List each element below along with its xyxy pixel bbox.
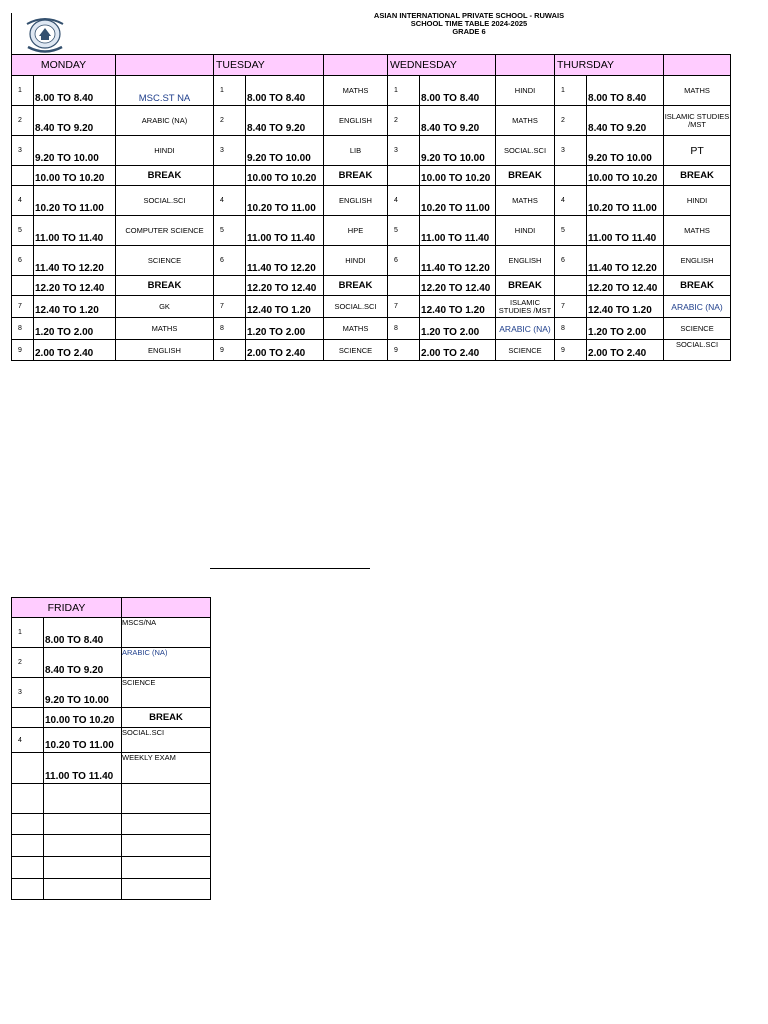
subject-cell: GK	[116, 296, 214, 318]
period-number: 3	[12, 678, 44, 708]
period-time: 12.20 TO 12.40	[420, 276, 496, 296]
period-time: 11.40 TO 12.20	[246, 246, 324, 276]
period-time: 1.20 TO 2.00	[246, 318, 324, 340]
break-cell: BREAK	[496, 276, 555, 296]
period-number: 4	[214, 186, 246, 216]
friday-timetable	[11, 597, 211, 900]
period-number	[388, 166, 420, 186]
period-time: 8.40 TO 9.20	[44, 648, 122, 678]
break-cell: BREAK	[324, 166, 388, 186]
period-time: 10.00 TO 10.20	[34, 166, 116, 186]
subject-cell: ARABIC (NA)	[122, 648, 211, 678]
period-time: 10.00 TO 10.20	[587, 166, 664, 186]
table-row	[12, 678, 211, 708]
period-time: 2.00 TO 2.40	[420, 340, 496, 361]
table-row	[12, 648, 211, 678]
subject-cell: SOCIAL.SCI	[324, 296, 388, 318]
day-header-monday: MONDAY	[12, 55, 116, 76]
subject-cell: SOCIAL.SCI	[664, 340, 731, 361]
period-number: 2	[214, 106, 246, 136]
period-time: 12.20 TO 12.40	[34, 276, 116, 296]
period-number	[12, 166, 34, 186]
period-time: 9.20 TO 10.00	[44, 678, 122, 708]
period-time	[44, 857, 122, 879]
subject-cell: SOCIAL.SCI	[122, 728, 211, 753]
table-row	[12, 728, 211, 753]
period-time: 10.20 TO 11.00	[44, 728, 122, 753]
subject-cell: MATHS	[496, 186, 555, 216]
period-number: 1	[388, 76, 420, 106]
period-time: 9.20 TO 10.00	[420, 136, 496, 166]
school-header	[360, 12, 578, 36]
period-time: 12.40 TO 1.20	[420, 296, 496, 318]
period-number: 7	[555, 296, 587, 318]
period-number: 5	[214, 216, 246, 246]
period-number	[12, 879, 44, 900]
period-time: 12.40 TO 1.20	[34, 296, 116, 318]
period-time: 2.00 TO 2.40	[34, 340, 116, 361]
day-header-blank	[496, 55, 555, 76]
period-number	[555, 276, 587, 296]
table-row	[12, 753, 211, 784]
period-number	[12, 276, 34, 296]
day-header-friday: FRIDAY	[12, 598, 122, 618]
period-time: 10.20 TO 11.00	[587, 186, 664, 216]
period-number: 3	[214, 136, 246, 166]
period-time: 11.40 TO 12.20	[34, 246, 116, 276]
subject-cell: HINDI	[116, 136, 214, 166]
table-row	[12, 618, 211, 648]
period-number: 1	[214, 76, 246, 106]
period-time: 12.40 TO 1.20	[246, 296, 324, 318]
period-time: 9.20 TO 10.00	[34, 136, 116, 166]
subject-cell: ISLAMIC STUDIES /MST	[496, 296, 555, 318]
period-number	[12, 784, 44, 814]
subject-cell: HINDI	[496, 76, 555, 106]
period-time: 9.20 TO 10.00	[246, 136, 324, 166]
period-time: 8.00 TO 8.40	[34, 76, 116, 106]
period-time: 10.20 TO 11.00	[34, 186, 116, 216]
period-time: 11.00 TO 11.40	[44, 753, 122, 784]
table-row	[12, 276, 731, 296]
period-time: 8.00 TO 8.40	[420, 76, 496, 106]
day-header-blank	[122, 598, 211, 618]
subject-cell: MATHS	[324, 318, 388, 340]
period-time: 12.20 TO 12.40	[587, 276, 664, 296]
table-row	[12, 708, 211, 728]
period-number	[214, 276, 246, 296]
weekly-timetable	[11, 54, 731, 361]
period-time: 8.40 TO 9.20	[34, 106, 116, 136]
subject-cell: HINDI	[324, 246, 388, 276]
subject-cell: SCIENCE	[664, 318, 731, 340]
subject-cell: COMPUTER SCIENCE	[116, 216, 214, 246]
period-number	[12, 857, 44, 879]
day-header-blank	[324, 55, 388, 76]
break-cell: BREAK	[116, 166, 214, 186]
table-row	[12, 106, 731, 136]
break-cell: BREAK	[116, 276, 214, 296]
subject-cell	[122, 879, 211, 900]
period-time: 1.20 TO 2.00	[420, 318, 496, 340]
period-number: 8	[214, 318, 246, 340]
period-number: 7	[388, 296, 420, 318]
table-row	[12, 76, 731, 106]
subject-cell: ENGLISH	[324, 186, 388, 216]
period-time: 1.20 TO 2.00	[587, 318, 664, 340]
period-number: 3	[388, 136, 420, 166]
subject-cell: SCIENCE	[116, 246, 214, 276]
period-number	[388, 276, 420, 296]
subject-cell: MSCS/NA	[122, 618, 211, 648]
break-cell: BREAK	[664, 166, 731, 186]
subject-cell: WEEKLY EXAM	[122, 753, 211, 784]
table-row	[12, 879, 211, 900]
period-number: 6	[555, 246, 587, 276]
period-number	[214, 166, 246, 186]
day-header-thursday: THURSDAY	[555, 55, 664, 76]
day-header-blank	[664, 55, 731, 76]
period-time: 1.20 TO 2.00	[34, 318, 116, 340]
table-row	[12, 318, 731, 340]
period-time	[44, 784, 122, 814]
period-number: 1	[12, 618, 44, 648]
period-number: 1	[555, 76, 587, 106]
subject-cell: SCIENCE	[496, 340, 555, 361]
table-row	[12, 835, 211, 857]
period-time: 11.00 TO 11.40	[246, 216, 324, 246]
period-number: 5	[12, 216, 34, 246]
period-time: 8.40 TO 9.20	[420, 106, 496, 136]
period-number: 9	[214, 340, 246, 361]
period-number	[12, 814, 44, 835]
period-time: 8.00 TO 8.40	[44, 618, 122, 648]
period-number: 9	[555, 340, 587, 361]
period-number: 5	[388, 216, 420, 246]
subject-cell: MSC.ST NA	[116, 76, 214, 106]
period-number: 2	[12, 648, 44, 678]
subject-cell: ENGLISH	[664, 246, 731, 276]
subject-cell: SCIENCE	[324, 340, 388, 361]
table-row	[12, 166, 731, 186]
table-row	[12, 136, 731, 166]
period-number: 2	[555, 106, 587, 136]
period-number	[12, 753, 44, 784]
period-time: 10.00 TO 10.20	[420, 166, 496, 186]
period-number: 3	[12, 136, 34, 166]
subject-cell	[122, 814, 211, 835]
period-time: 9.20 TO 10.00	[587, 136, 664, 166]
period-number: 5	[555, 216, 587, 246]
table-row	[12, 857, 211, 879]
period-number: 8	[12, 318, 34, 340]
subject-cell: ISLAMIC STUDIES /MST	[664, 106, 731, 136]
table-row	[12, 246, 731, 276]
period-number: 2	[12, 106, 34, 136]
table-row	[12, 340, 731, 361]
subject-cell: ARABIC (NA)	[116, 106, 214, 136]
subject-cell: MATHS	[324, 76, 388, 106]
subject-cell: SOCIAL.SCI	[116, 186, 214, 216]
subject-cell: HPE	[324, 216, 388, 246]
period-time: 8.00 TO 8.40	[246, 76, 324, 106]
period-number: 7	[214, 296, 246, 318]
period-time: 12.20 TO 12.40	[246, 276, 324, 296]
school-crest-logo	[23, 16, 67, 54]
table-row	[12, 296, 731, 318]
break-cell: BREAK	[664, 276, 731, 296]
table-row	[12, 186, 731, 216]
period-time	[44, 879, 122, 900]
subject-cell	[122, 835, 211, 857]
period-number: 9	[388, 340, 420, 361]
timetable-title: SCHOOL TIME TABLE 2024-2025	[410, 19, 528, 28]
period-number: 6	[12, 246, 34, 276]
period-number: 4	[12, 186, 34, 216]
break-cell: BREAK	[324, 276, 388, 296]
day-header-wednesday: WEDNESDAY	[388, 55, 496, 76]
subject-cell: MATHS	[664, 216, 731, 246]
grade-label: GRADE 6	[452, 27, 486, 36]
period-time: 11.40 TO 12.20	[587, 246, 664, 276]
period-time: 8.00 TO 8.40	[587, 76, 664, 106]
period-number: 9	[12, 340, 34, 361]
subject-cell: ENGLISH	[496, 246, 555, 276]
subject-cell: HINDI	[664, 186, 731, 216]
period-time: 10.00 TO 10.20	[246, 166, 324, 186]
period-time: 10.20 TO 11.00	[246, 186, 324, 216]
period-number: 8	[388, 318, 420, 340]
subject-cell: MATHS	[496, 106, 555, 136]
break-cell: BREAK	[122, 708, 211, 728]
period-time: 11.00 TO 11.40	[420, 216, 496, 246]
signature-line	[210, 568, 370, 569]
subject-cell: ARABIC (NA)	[496, 318, 555, 340]
break-cell: BREAK	[496, 166, 555, 186]
period-time: 11.00 TO 11.40	[587, 216, 664, 246]
period-time: 2.00 TO 2.40	[246, 340, 324, 361]
subject-cell: ARABIC (NA)	[664, 296, 731, 318]
subject-cell	[122, 784, 211, 814]
period-time	[44, 835, 122, 857]
period-time: 10.20 TO 11.00	[420, 186, 496, 216]
period-number: 1	[12, 76, 34, 106]
period-number: 2	[388, 106, 420, 136]
subject-cell: MATHS	[664, 76, 731, 106]
subject-cell: ENGLISH	[116, 340, 214, 361]
subject-cell: HINDI	[496, 216, 555, 246]
table-row	[12, 814, 211, 835]
subject-cell: MATHS	[116, 318, 214, 340]
period-number: 6	[214, 246, 246, 276]
period-number	[12, 708, 44, 728]
school-name: ASIAN INTERNATIONAL PRIVATE SCHOOL - RUWAIS	[373, 11, 565, 20]
period-time: 11.40 TO 12.20	[420, 246, 496, 276]
subject-cell: SCIENCE	[122, 678, 211, 708]
period-number: 8	[555, 318, 587, 340]
period-number: 6	[388, 246, 420, 276]
header-left-rule	[11, 13, 12, 54]
period-number: 4	[12, 728, 44, 753]
day-header-blank	[116, 55, 214, 76]
period-time: 11.00 TO 11.40	[34, 216, 116, 246]
day-header-tuesday: TUESDAY	[214, 55, 324, 76]
period-number: 7	[12, 296, 34, 318]
period-number	[12, 835, 44, 857]
period-time	[44, 814, 122, 835]
subject-cell: SOCIAL.SCI	[496, 136, 555, 166]
table-row	[12, 784, 211, 814]
period-time: 2.00 TO 2.40	[587, 340, 664, 361]
period-number: 4	[555, 186, 587, 216]
subject-cell: PT	[664, 136, 731, 166]
period-number	[555, 166, 587, 186]
period-time: 12.40 TO 1.20	[587, 296, 664, 318]
subject-cell	[122, 857, 211, 879]
table-row	[12, 216, 731, 246]
period-number: 4	[388, 186, 420, 216]
period-time: 8.40 TO 9.20	[587, 106, 664, 136]
subject-cell: ENGLISH	[324, 106, 388, 136]
period-time: 8.40 TO 9.20	[246, 106, 324, 136]
period-number: 3	[555, 136, 587, 166]
subject-cell: LIB	[324, 136, 388, 166]
period-time: 10.00 TO 10.20	[44, 708, 122, 728]
